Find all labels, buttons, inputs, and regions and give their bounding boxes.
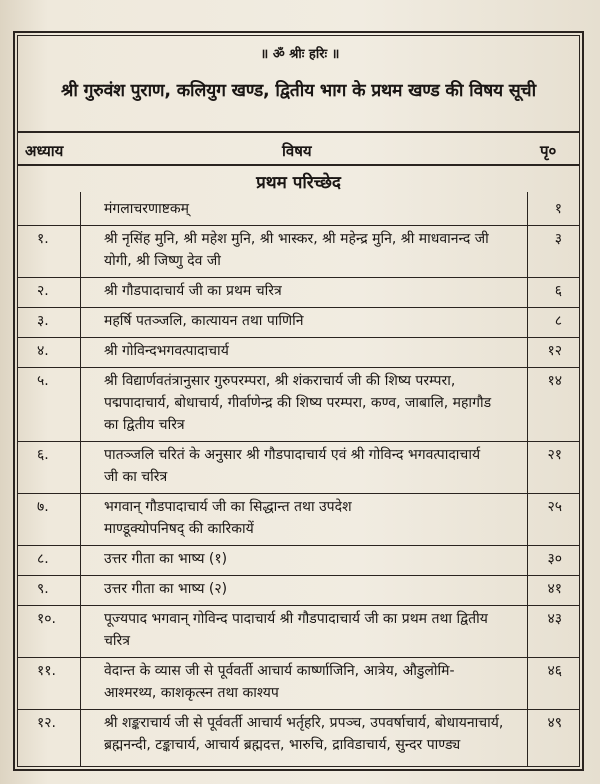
- row-divider: [17, 545, 580, 546]
- subject-line: श्री गोविन्दभगवत्पादाचार्य: [104, 343, 229, 359]
- table-row: [17, 196, 580, 226]
- chapter-subject: [104, 228, 544, 272]
- table-row: [17, 494, 580, 546]
- chapter-number: २.: [37, 283, 49, 299]
- chapter-number: ९.: [37, 581, 49, 597]
- chapter-subject: [104, 712, 544, 756]
- subject-line: श्री शङ्कराचार्य जी से पूर्ववर्ती आचार्य भर्तृहरि, प्रपञ्च, उपवर्षाचार्य, बोधायनाचार्य,: [104, 715, 504, 731]
- chapter-number: ८.: [37, 551, 49, 567]
- subject-line: श्री विद्यार्णवतंत्रानुसार गुरुपरम्परा, श्री शंकराचार्य जी की शिष्य परम्परा,: [104, 373, 456, 389]
- subject-line: श्री नृसिंह मुनि, श्री महेश मुनि, श्री भास्कर, श्री महेन्द्र मुनि, श्री माधवानन्द जी: [104, 231, 489, 247]
- table-row: [17, 710, 580, 762]
- page-number: २५: [547, 499, 562, 515]
- row-divider: [17, 441, 580, 442]
- chapter-number: १२.: [37, 715, 57, 731]
- subject-line: जी का चरित्र: [104, 469, 168, 485]
- row-divider: [17, 367, 580, 368]
- chapter-subject: [104, 496, 544, 540]
- page-number: २१: [547, 447, 562, 463]
- subject-line: आश्मरथ्य, काशकृत्स्न तथा काश्यप: [104, 685, 279, 701]
- page-number: १४: [547, 373, 562, 389]
- chapter-number: ७.: [37, 499, 49, 515]
- table-row: [17, 442, 580, 494]
- page-number: १२: [547, 343, 562, 359]
- page-number: १: [554, 201, 562, 217]
- subject-line: चरित्र: [104, 633, 130, 649]
- row-divider: [17, 493, 580, 494]
- page-number: ६: [554, 283, 562, 299]
- table-row: [17, 338, 580, 368]
- page-number: ४९: [547, 715, 562, 731]
- row-divider: [17, 337, 580, 338]
- table-row: [17, 278, 580, 308]
- row-divider: [17, 709, 580, 710]
- table-row: [17, 576, 580, 606]
- subject-line: ब्रह्मनन्दी, टङ्काचार्य, आचार्य ब्रह्मदत्त, भारुचि, द्राविडाचार्य, सुन्दर पाण्ड्य: [104, 737, 461, 753]
- chapter-number: १.: [37, 231, 49, 247]
- chapter-subject: [104, 660, 544, 704]
- table-row: [17, 606, 580, 658]
- chapter-subject: [104, 578, 544, 600]
- chapter-number: ५.: [37, 373, 49, 389]
- page-number: ४६: [547, 663, 562, 679]
- chapter-number: १०.: [37, 611, 57, 627]
- header-top-rule: [17, 131, 580, 133]
- page-title: श्री गुरुवंश पुराण, कलियुग खण्ड, द्वितीय भाग के प्रथम खण्ड की विषय सूची: [61, 81, 536, 101]
- row-divider: [17, 575, 580, 576]
- subject-line: पद्मपादाचार्य, बोधाचार्य, गीर्वाणेन्द्र की शिष्य परम्परा, कण्व, जाबालि, महागौड: [104, 395, 492, 411]
- chapter-subject: [104, 444, 544, 488]
- chapter-subject: [104, 608, 544, 652]
- chapter-number: ६.: [37, 447, 49, 463]
- chapter-number: ३.: [37, 313, 49, 329]
- chapter-subject: [104, 340, 544, 362]
- page-number: ३: [554, 231, 562, 247]
- subject-line: योगी, श्री जिष्णु देव जी: [104, 253, 221, 269]
- subject-line: मंगलाचरणाष्टकम्: [104, 201, 190, 217]
- page-number: ४३: [547, 611, 562, 627]
- table-row: [17, 546, 580, 576]
- chapter-subject: [104, 280, 544, 302]
- subject-line: माण्डूक्योपनिषद् की कारिकायें: [104, 521, 254, 537]
- subject-line: वेदान्त के व्यास जी से पूर्ववर्ती आचार्य कार्ष्णाजिनि, आत्रेय, औडुलोमि-: [104, 663, 455, 679]
- subject-line: उत्तर गीता का भाष्य (१): [104, 551, 228, 567]
- header-bottom-rule: [17, 164, 580, 166]
- chapter-subject: [104, 548, 544, 570]
- subject-line: श्री गौडपादाचार्य जी का प्रथम चरित्र: [104, 283, 282, 299]
- table-row: [17, 368, 580, 442]
- page-number: ४१: [547, 581, 562, 597]
- subject-line: उत्तर गीता का भाष्य (२): [104, 581, 228, 597]
- row-divider: [17, 225, 580, 226]
- subject-line: का द्वितीय चरित्र: [104, 417, 185, 433]
- page-number: ३०: [547, 551, 562, 567]
- table-row: [17, 308, 580, 338]
- row-divider: [17, 605, 580, 606]
- subject-line: पूज्यपाद भगवान् गोविन्द पादाचार्य श्री गौडपादाचार्य जी का प्रथम तथा द्वितीय: [104, 611, 488, 627]
- row-divider: [17, 277, 580, 278]
- chapter-subject: [104, 370, 544, 436]
- column-header-page: पृ०: [540, 142, 557, 160]
- page-number: ८: [554, 313, 562, 329]
- column-header-chapter: अध्याय: [25, 142, 64, 160]
- subject-line: पातञ्जलि चरितं के अनुसार श्री गौडपादाचार्य एवं श्री गोविन्द भगवत्पादाचार्य: [104, 447, 481, 463]
- column-header-subject: विषय: [282, 142, 312, 160]
- row-divider: [17, 307, 580, 308]
- invocation: ॥ ॐ श्रीः हरिः ॥: [260, 47, 340, 62]
- table-row: [17, 658, 580, 710]
- subject-line: महर्षि पतञ्जलि, कात्यायन तथा पाणिनि: [104, 313, 304, 329]
- chapter-subject: [104, 198, 544, 220]
- subject-line: भगवान् गौडपादाचार्य जी का सिद्धान्त तथा उपदेश: [104, 499, 352, 515]
- chapter-number: ४.: [37, 343, 49, 359]
- table-row: [17, 226, 580, 278]
- chapter-number: ११.: [37, 663, 57, 679]
- chapter-subject: [104, 310, 544, 332]
- row-divider: [17, 657, 580, 658]
- section-heading: प्रथम परिच्छेद: [256, 173, 341, 193]
